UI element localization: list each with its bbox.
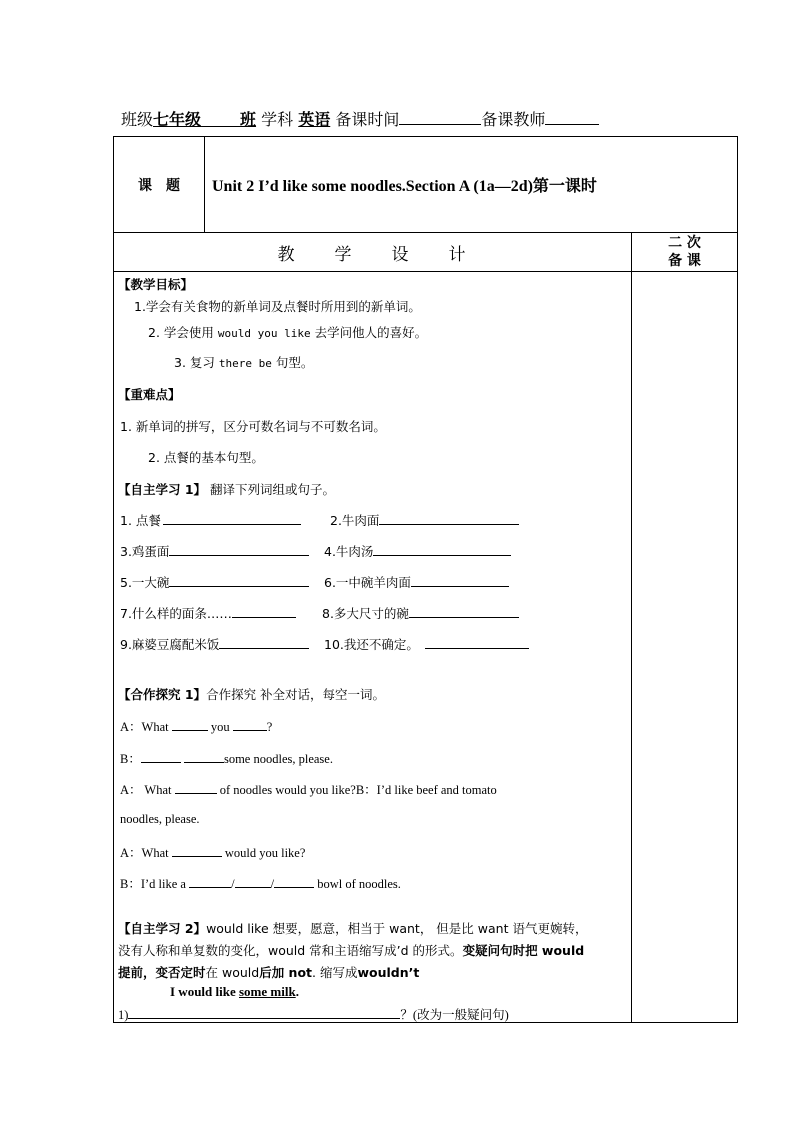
vocab-item: 5.一大碗 [120, 573, 309, 591]
design-content [114, 272, 632, 1023]
second-prep-header: 二 次 备 课 [632, 233, 738, 272]
vocab-item: 9.麻婆豆腐配米饭 [120, 635, 309, 653]
second-prep-column[interactable] [632, 272, 738, 1023]
lesson-plan-table [113, 136, 738, 1023]
vocab-item: 8.多大尺寸的碗 [322, 604, 519, 622]
vocab-item: 4.牛肉汤 [324, 542, 511, 560]
self-study-2-line2: 没有人称和单复数的变化，would 常和主语缩写成’d 的形式。变疑问句时把 would [118, 943, 585, 958]
self-study-2-line3: 提前，变否定时在 would后加 not. 缩写成wouldn’t [118, 965, 420, 980]
goal-1: 1.学会有关食物的新单词及点餐时所用到的新单词。 [134, 299, 421, 314]
example-sentence: I would like some milk. [170, 984, 299, 999]
prep-time-label: 备课时间 [335, 110, 400, 129]
self-study-2: 【自主学习 2】would like 想要，愿意，相当于 want， 但是比 want 语气更婉转， [118, 921, 588, 936]
topic-label: 课 题 [114, 137, 205, 233]
vocab-item: 10.我还不确定。 [324, 635, 529, 653]
goal-2: 2. 学会使用 would you like 去学问他人的喜好。 [148, 325, 428, 340]
topic-title: Unit 2 I’d like some noodles.Section A (1a—2d)第一课时 [205, 137, 738, 233]
goals-heading: 【教学目标】 [118, 277, 194, 292]
dialog-line: A：What you ? [120, 720, 273, 734]
class-label: 班级 [121, 110, 154, 129]
dialog-line: A：What would you like? [120, 846, 306, 860]
vocab-item: 6.一中碗羊肉面 [324, 573, 509, 591]
vocab-item: 3.鸡蛋面 [120, 542, 309, 560]
self-study-1: 【自主学习 1】 翻译下列词组或句子。 [118, 482, 336, 497]
key-2: 2. 点餐的基本句型。 [148, 450, 264, 465]
teacher-blank[interactable] [545, 110, 599, 125]
vocab-item: 2.牛肉面 [330, 511, 519, 529]
class-value: 七年级 班 [153, 110, 257, 129]
exercise-1: 1) ？(改为一般疑问句) [118, 1008, 509, 1022]
dialog-line: B： some noodles, please. [120, 752, 333, 766]
header-line [121, 107, 599, 130]
prep-time-blank[interactable] [399, 110, 481, 125]
design-title: 教 学 设 计 [114, 233, 632, 272]
goal-3: 3. 复习 there be 句型。 [174, 355, 314, 370]
teacher-label: 备课教师 [481, 110, 546, 129]
key-heading: 【重难点】 [118, 387, 181, 402]
coop-heading: 【合作探究 1】合作探究 补全对话，每空一词。 [118, 687, 386, 702]
subject-value: 英语 [298, 110, 331, 129]
vocab-item: 7.什么样的面条…… [120, 604, 296, 622]
vocab-item: 1. 点餐 [120, 511, 301, 529]
key-1: 1. 新单词的拼写，区分可数名词与不可数名词。 [120, 419, 386, 434]
subject-label: 学科 [261, 110, 294, 129]
dialog-line: B：I’d like a / / bowl of noodles. [120, 877, 401, 891]
dialog-line: noodles, please. [120, 812, 200, 826]
dialog-line: A： What of noodles would you like?B：I’d like beef and tomato [120, 783, 497, 797]
